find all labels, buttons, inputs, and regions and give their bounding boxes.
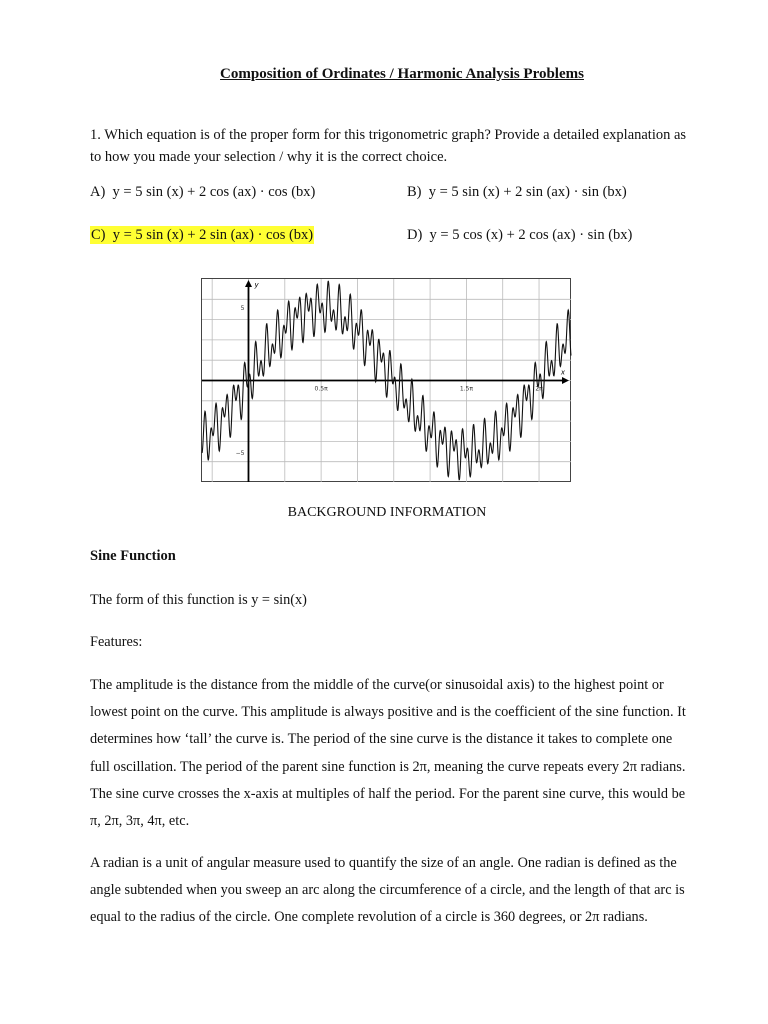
x-tick-label: 2π (535, 385, 543, 393)
y-tick-label: −5 (235, 450, 245, 457)
paragraph-radian: A radian is a unit of angular measure used to quantify the size of an angle. One radian is defined as the angle subtended when you sweep an arc along the circumference of a circle, and the length of that arc is equal to the radius of the circle. One complete revolution of a circle is 360 degrees, or 2π radians. (90, 855, 685, 926)
paragraph-amplitude: The amplitude is the distance from the middle of the curve(or sinusoidal axis) to the highest point or lowest point on the curve. This amplitude is always positive and is the coefficient of the sine function. It determines how ‘tall’ the curve is. The period of the sine curve is the distance it takes to complete one full oscillation. The period of the parent sine function is 2π, meaning the curve repeats every 2π radians. The sine curve crosses the x-axis at multiples of half the period. For the parent sine curve, this would be π, 2π, 3π, 4π, etc. (90, 677, 686, 830)
section-heading: Sine Function (90, 548, 176, 564)
option-c-highlighted (90, 225, 314, 245)
y-tick-label: 5 (240, 305, 245, 312)
x-axis-label: x (560, 368, 566, 377)
y-axis-label: y (254, 281, 259, 289)
background-heading: BACKGROUND INFORMATION (287, 505, 487, 520)
option-b: B) y = 5 sin (x) + 2 sin (ax) · sin (bx) (407, 184, 627, 200)
option-c-label: C) y = 5 sin (x) + 2 sin (ax) · cos (bx) (91, 227, 314, 243)
x-tick-label: 0.5π (314, 385, 328, 393)
features-label: Features: (90, 634, 143, 650)
form-line: The form of this function is y = sin(x) (90, 592, 307, 608)
document-title: Composition of Ordinates / Harmonic Analysis Problems (220, 66, 584, 82)
option-d: D) y = 5 cos (x) + 2 cos (ax) · sin (bx) (407, 227, 633, 243)
x-tick-label: 1.5π (459, 385, 473, 393)
trig-graph (200, 277, 573, 484)
option-a: A) y = 5 sin (x) + 2 cos (ax) · cos (bx) (90, 184, 316, 200)
question-prompt: 1. Which equation is of the proper form for this trigonometric graph? Provide a detailed explanation as to how you made your selection / why it is the correct choice. (90, 127, 687, 165)
